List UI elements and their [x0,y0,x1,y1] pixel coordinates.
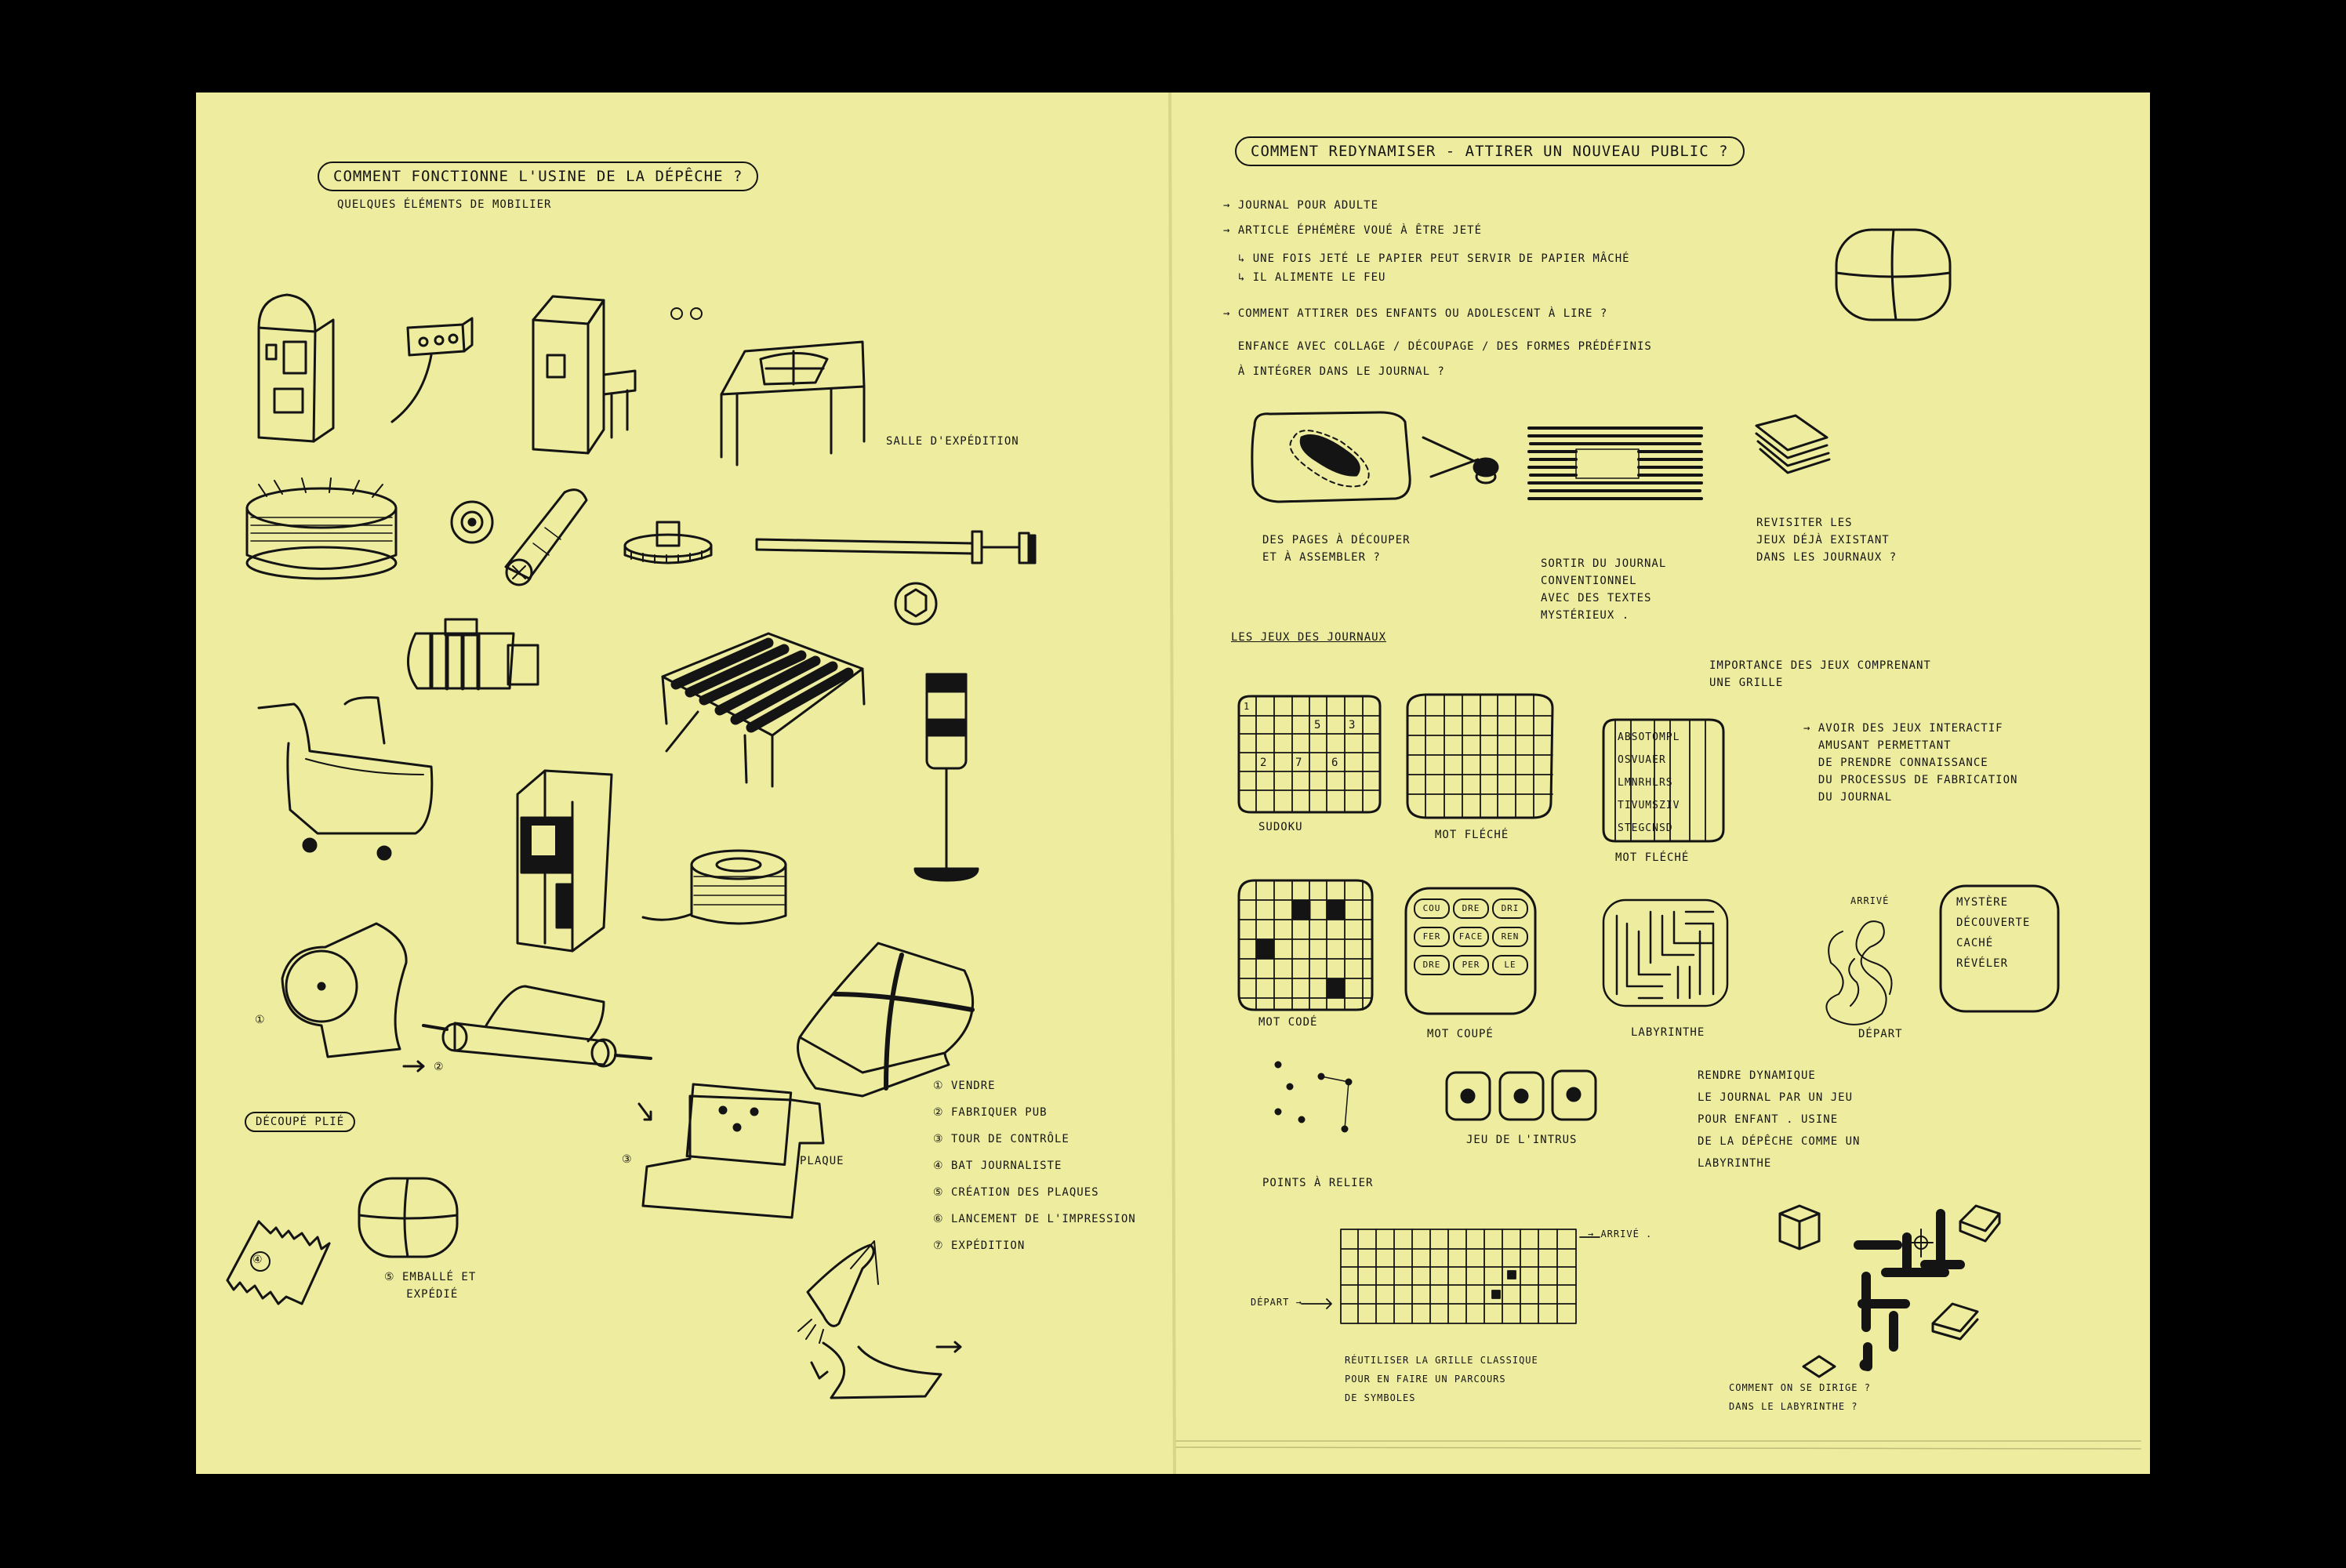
wrapped-package-icon [1836,230,1950,320]
arrow-icon [639,1104,651,1120]
syllable-chip: DRE [1414,955,1450,975]
text-lines-icon [1529,428,1701,499]
step-item: ⑦ EXPÉDITION [933,1240,1026,1252]
scribble-maze-icon [1826,921,1891,1025]
points-label: POINTS À RELIER [1262,1177,1374,1189]
step-item: ② FABRIQUER PUB [933,1106,1048,1119]
table-icon [721,342,864,465]
step-item: ⑤ CRÉATION DES PLAQUES [933,1186,1099,1199]
game-label-sudoku: SUDOKU [1258,821,1303,833]
bullet-item: ↳ UNE FOIS JETÉ LE PAPIER PEUT SERVIR DE PAPIER MÂCHÉ [1223,252,1630,265]
game-label-mot-code: MOT CODÉ [1258,1016,1318,1029]
emballe-label: ⑤ EMBALLÉ ET EXPÉDIÉ [384,1271,477,1301]
terminal-icon [533,296,635,453]
step-item: ④ BAT JOURNALISTE [933,1160,1062,1172]
printing-press-hand-icon [798,1241,961,1398]
step-number-4: ④ [252,1254,263,1266]
left-page-title: COMMENT FONCTIONNE L'USINE DE LA DÉPÊCHE ? [318,162,758,191]
roller-sheet-icon [423,986,651,1066]
step-item: ⑥ LANCEMENT DE L'IMPRESSION [933,1213,1136,1225]
mot-coupe-syllables [1414,898,1531,975]
intrus-icon [1447,1071,1596,1120]
syllable-chip: DRE [1453,898,1489,919]
decoupe-label: DÉCOUPÉ PLIÉ [245,1112,355,1132]
depart-label: DÉPART [1858,1028,1903,1040]
bullet-item: ↳ IL ALIMENTE LE FEU [1223,271,1386,284]
step-number-1: ① [255,1014,266,1026]
bullet-item: → ARTICLE ÉPHÉMÈRE VOUÉ À ÊTRE JETÉ [1223,224,1483,237]
wrapped-package-icon [359,1178,457,1257]
symbol-path-grid-icon [1302,1229,1600,1323]
game-label-mot-fleche: MOT FLÉCHÉ [1435,829,1509,841]
labyrinthe-icon [1603,900,1727,1006]
bullet-item: → COMMENT ATTIRER DES ENFANTS OU ADOLESCENT À LIRE ? [1223,307,1608,320]
plaque-icon [643,1084,823,1218]
step-number-3: ③ [622,1153,633,1166]
salle-label: SALLE D'EXPÉDITION [886,435,1019,448]
idea-sortir-text: SORTIR DU JOURNAL CONVENTIONNEL AVEC DES TEXTES MYSTÉRIEUX . [1541,557,1667,622]
steps-list [933,1073,1136,1259]
syllable-chip: DRI [1492,898,1528,919]
idea-revisiter-text: REVISITER LES JEUX DÉJÀ EXISTANT DANS LES JOURNAUX ? [1756,517,1898,564]
gear-icon [625,522,711,563]
plaque-label: PLAQUE [800,1155,844,1167]
control-box-icon [392,318,472,422]
bullet-item: → JOURNAL POUR ADULTE [1223,199,1379,212]
conveyor-icon [663,633,864,786]
syllable-chip: LE [1492,955,1528,975]
comment-dirige-text: COMMENT ON SE DIRIGE ? DANS LE LABYRINTHE ? [1729,1382,1871,1412]
mot-code-grid-icon [1239,880,1372,1010]
mot-fleche-letters: ABSOTOMPL OSVUAER LMNRHLRS TIVUMSZIV STEGCNSD [1618,731,1680,834]
sudoku-digit: 1 [1244,701,1251,712]
scissors-icon [1423,437,1498,483]
game-label-labyrinthe: LABYRINTHE [1631,1026,1705,1039]
syllable-chip: PER [1453,955,1489,975]
bullet-item: ENFANCE AVEC COLLAGE / DÉCOUPAGE / DES FORMES PRÉDÉFINIS [1223,340,1652,353]
shaft-icon [757,532,1035,563]
arrow-icon [404,1062,423,1071]
cutout-page-icon [1252,412,1410,502]
bullet-item: À INTÉGRER DANS LE JOURNAL ? [1223,365,1445,378]
avoir-text: → AVOIR DES JEUX INTERACTIF AMUSANT PERMETTANT DE PRENDRE CONNAISSANCE DU PROCESSUS DE FABRICATION DU JOURNAL [1803,722,2018,804]
sudoku-digit: 6 [1331,757,1339,769]
kiosk-icon [518,771,612,951]
labyrinth-blocks-icon [1780,1206,1999,1377]
arrive-label-2: → ARRIVÉ . [1588,1229,1653,1240]
reutiliser-text: RÉUTILISER LA GRILLE CLASSIQUE POUR EN FAIRE UN PARCOURS DE SYMBOLES [1345,1355,1538,1403]
step-item: ① VENDRE [933,1080,996,1092]
rendre-text: RENDRE DYNAMIQUE LE JOURNAL PAR UN JEU POUR ENFANT . USINE DE LA DÉPÊCHE COMME UN LABYRINTHE [1698,1069,1861,1170]
idea-pages-text: DES PAGES À DÉCOUPER ET À ASSEMBLER ? [1262,534,1411,564]
dot-to-dot-icon [1276,1062,1351,1131]
step-number-2: ② [434,1061,445,1073]
machine-sketch-icon [259,295,333,441]
syllable-chip: REN [1492,927,1528,947]
intrus-label: JEU DE L'INTRUS [1466,1134,1578,1146]
syllable-chip: FACE [1453,927,1489,947]
paper-stack-icon [1756,416,1829,473]
paper-roll-icon [282,924,406,1057]
bullet-list [1223,193,1652,384]
mot-fleche-grid-icon [1407,695,1552,818]
game-label-mot-coupe: MOT COUPÉ [1427,1028,1494,1040]
syllable-chip: COU [1414,898,1450,919]
wire-spool-icon [643,851,786,924]
cart-icon [259,698,432,859]
notebook-spread [196,93,2150,1474]
roller-icon [506,490,586,585]
left-page-subtitle: QUELQUES ÉLÉMENTS DE MOBILIER [337,198,552,211]
sudoku-digit: 7 [1295,757,1303,769]
cable-spool-icon [247,478,396,579]
mystere-text: MYSTÈRE DÉCOUVERTE CACHÉ RÉVÉLER [1956,896,2031,970]
importance-text: IMPORTANCE DES JEUX COMPRENANT UNE GRILLE [1709,659,1931,689]
depart-label-2: DÉPART → [1251,1297,1302,1308]
cut-paper-icon [227,1221,329,1304]
syllable-chip: FER [1414,927,1450,947]
sudoku-digit: 5 [1314,719,1322,731]
wheel-icon [452,502,492,543]
bolt-icon [895,583,936,624]
step-item: ③ TOUR DE CONTRÔLE [933,1133,1070,1145]
sudoku-digit: 2 [1260,757,1268,769]
right-page-title: COMMENT REDYNAMISER - ATTIRER UN NOUVEAU PUBLIC ? [1235,136,1745,166]
game-label-mot-fleche: MOT FLÉCHÉ [1615,851,1690,864]
arrive-label: ARRIVÉ [1850,895,1890,906]
section-games-heading: LES JEUX DES JOURNAUX [1231,631,1387,644]
signal-tower-icon [915,674,978,880]
motor-icon [408,619,538,688]
sudoku-digit: 3 [1349,719,1356,731]
